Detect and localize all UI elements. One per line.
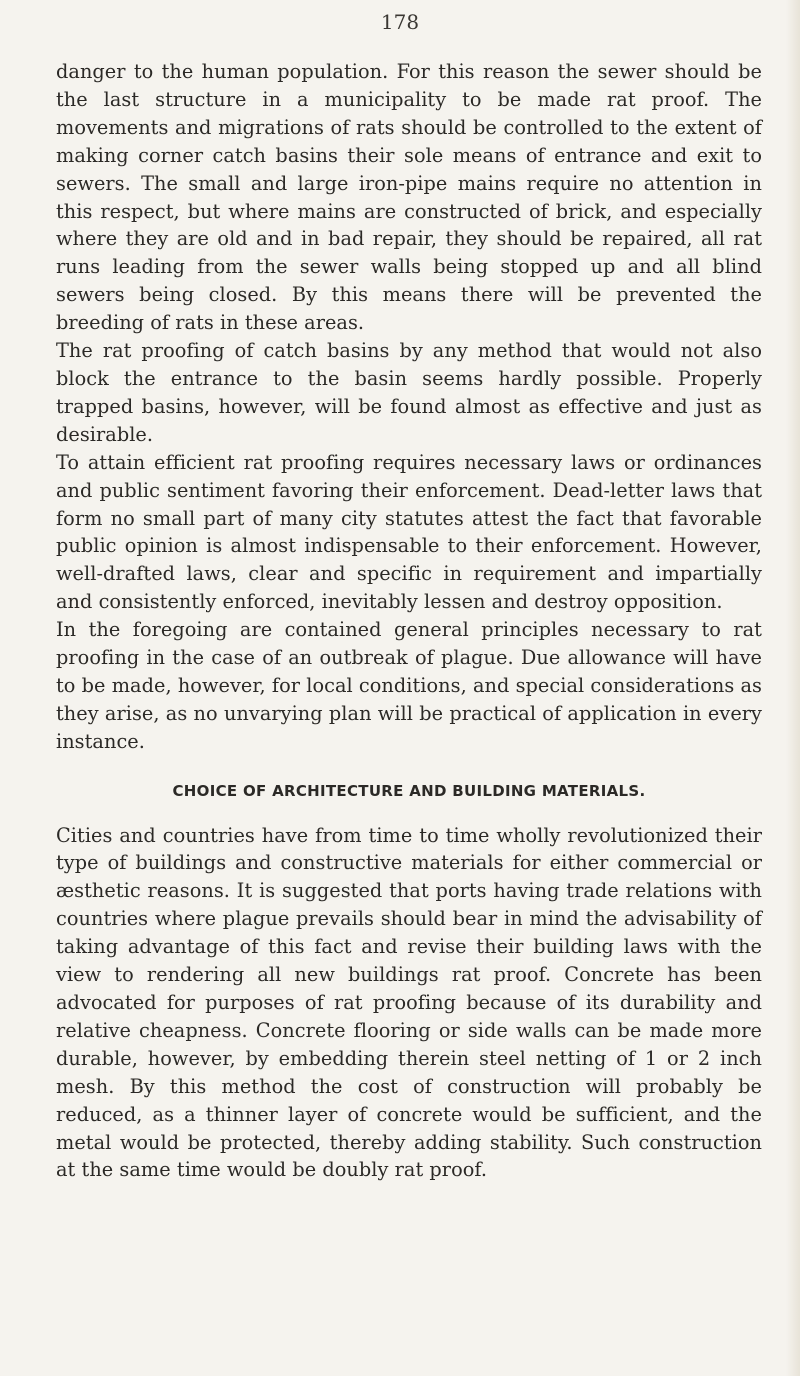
page-edge-shadow	[786, 0, 800, 1376]
paragraph-sewers: danger to the human population. For this reason the sewer should be the last structure in a municipality to be made rat proof. The movements and migrations of rats should be controlled to the extent of making corner catch basins their sole means of entrance and exit to sewers. The small and large iron-pipe mains require no attention in this respect, but where mains are constructed of brick, and especially where they are old and in bad repair, they should be repaired, all rat runs leading from the sewer walls being stopped up and all blind sewers being closed. By this means there will be prevented the breeding of rats in these areas.	[56, 60, 762, 335]
paragraph-principles: In the foregoing are contained general principles necessary to rat proofing in the case of an outbreak of plague. Due allowance will have to be made, however, for local conditions, and special considerations as they arise, as no unvarying plan will be practical of application in every instance.	[56, 618, 762, 753]
page-number: 178	[380, 10, 420, 34]
body-text	[56, 58, 762, 1184]
paragraph-catch-basins: The rat proofing of catch basins by any method that would not also block the entrance to the basin seems hardly possible. Properly trapped basins, however, will be found almost as effective and just as desirable.	[56, 339, 762, 446]
paragraph-architecture: Cities and countries have from time to time wholly revolutionized their type of buildings and constructive materials for either commercial or æsthetic reasons. It is suggested that ports having trade relations with countries where plague prevails should bear in mind the advisability of taking advantage of this fact and revise their building laws with the view to rendering all new buildings rat proof. Concrete has been advocated for purposes of rat proofing because of its durability and relative cheapness. Concrete flooring or side walls can be made more durable, however, by embedding therein steel netting of 1 or 2 inch mesh. By this method the cost of construction will probably be reduced, as a thinner layer of concrete would be sufficient, and the metal would be protected, thereby adding stability. Such construction at the same time would be doubly rat proof.	[56, 823, 762, 1182]
section-heading: CHOICE OF ARCHITECTURE AND BUILDING MATERIALS.	[172, 781, 646, 800]
paragraph-laws: To attain efficient rat proofing requires necessary laws or ordinances and public sentiment favoring their enforcement. Dead-letter laws that form no small part of many city statutes attest the fact that favorable public opinion is almost indispensable to their enforcement. However, well-drafted laws, clear and specific in requirement and impartially and consistently enforced, inevitably lessen and destroy opposition.	[56, 450, 762, 614]
